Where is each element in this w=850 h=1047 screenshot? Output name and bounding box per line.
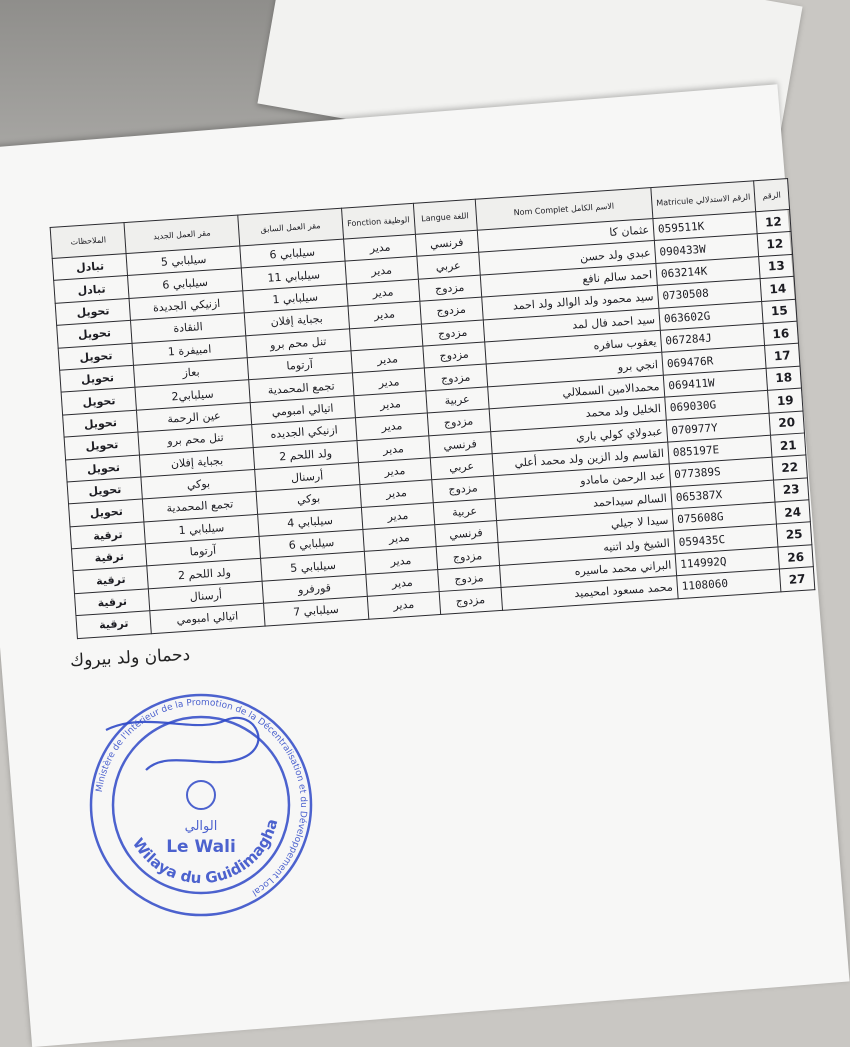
cell-func: مدير [363,525,436,552]
cell-func: مدير [360,480,433,507]
cell-num: 15 [762,299,797,324]
cell-new: سيلبابي 6 [128,268,242,298]
stamp-outer-text: Ministère de l'Intérieur de la Promotion de la Décentralisation et du Développement Local [94,697,309,898]
cell-num: 25 [777,522,812,547]
cell-lang: مزدوج [422,342,485,368]
cell-prev: سيلبابي 6 [239,239,345,268]
cell-num: 12 [757,232,792,257]
cell-new: سيلبابي 1 [144,514,258,544]
cell-prev: بجباية إفلان [244,306,350,335]
cell-lang: فرنسي [428,431,491,457]
cell-name: الشيخ ولد اتنيه [498,531,675,565]
cell-note: تبادل [54,276,130,303]
cell-lang: مزدوج [424,364,487,390]
cell-new: اتيالي امبومي [150,603,264,633]
cell-mat: 059511K [653,212,757,241]
cell-lang: مزدوج [436,543,499,569]
signature-name: دحمان ولد بيروك [69,644,191,672]
cell-lang: مزدوج [418,275,481,301]
cell-note: ترقية [72,544,148,571]
cell-note: ترقية [73,566,149,593]
cell-mat: 069411W [663,368,767,397]
cell-name: عثمان كا [477,219,654,253]
header-langue: اللغة Langue [413,199,477,234]
cell-note: تحويل [64,432,140,459]
cell-mat: 070977Y [666,413,770,442]
cell-func: مدير [357,435,430,462]
cell-mat: 069030G [665,390,769,419]
cell-name: محمد مسعود امحيميد [501,576,678,610]
cell-name: سيدا لا جيلي [496,509,673,543]
cell-func: مدير [345,257,418,284]
cell-mat: 075608G [672,502,776,531]
header-previous-post: مقر العمل السابق [237,208,343,246]
cell-lang: مزدوج [431,476,494,502]
stamp-wilaya-text: Wilaya du Guidimagha [128,816,282,888]
cell-func: مدير [354,391,427,418]
cell-num: 27 [779,567,814,592]
cell-prev: تنل محم برو [245,328,351,357]
cell-mat: 114992Q [675,547,779,576]
cell-note: ترقية [74,589,150,616]
cell-func: مدير [359,458,432,485]
cell-prev: سيلبابي 6 [259,530,365,559]
header-num: الرقم [754,179,790,212]
cell-mat: 090433W [654,234,758,263]
cell-prev: سيلبابي 5 [260,552,366,581]
cell-note: تحويل [67,477,143,504]
cell-func: مدير [344,234,417,261]
cell-num: 16 [763,321,798,346]
cell-note: تحويل [60,365,136,392]
cell-num: 17 [765,344,800,369]
cell-mat: 059435C [674,524,778,553]
cell-mat: 065387X [671,480,775,509]
cell-func: مدير [356,413,429,440]
cell-name: القاسم ولد الزين ولد محمد أعلي [492,442,669,476]
cell-name: سيد محمود ولد الوالد ولد احمد [481,286,658,320]
cell-new: بعاز [134,358,248,388]
cell-new: سيلبابي 5 [126,246,240,276]
header-notes: الملاحظات [50,223,126,259]
cell-name: البراني محمد ماسيره [499,554,676,588]
cell-num: 12 [756,209,791,234]
cell-num: 18 [766,366,801,391]
header-new-post: مقر العمل الجديد [124,215,239,253]
cell-name: عبدولاي كولي باري [490,420,667,454]
cell-name: سيد احمد فال لمد [483,308,660,342]
cell-new: النقادة [131,313,245,343]
cell-name: عبد الرحمن مامادو [493,464,670,498]
cell-prev: قورفرو [262,574,368,603]
cell-new: تنل محم برو [138,425,252,455]
cell-prev: ازنيكي الجديده [251,418,357,447]
cell-lang: مزدوج [437,565,500,591]
cell-func: مدير [361,502,434,529]
cell-prev: ولد اللحم 2 [253,440,359,469]
cell-note: تحويل [66,455,142,482]
cell-name: يعقوب سافره [484,330,661,364]
cell-new: بجباية إفلان [140,447,254,477]
cell-lang: عربية [425,387,488,413]
cell-lang: مزدوج [421,320,484,346]
cell-new: سيلبابي2 [135,380,249,410]
cell-lang: عربي [430,454,493,480]
stamp-wali-fr: Le Wali [166,837,236,857]
cell-new: أرسنال [149,581,263,611]
cell-prev: سيلبابي 4 [257,507,363,536]
cell-mat: 085197E [668,435,772,464]
cell-new: ولد اللحم 2 [147,559,261,589]
cell-note: تحويل [58,343,134,370]
cell-mat: 063214K [656,256,760,285]
cell-mat: 1108060 [677,569,781,598]
official-stamp [86,690,316,920]
cell-name: عبدي ولد حسن [478,241,655,275]
cell-note: تحويل [57,321,133,348]
cell-lang: عربية [433,498,496,524]
cell-new: امبيفرة 1 [132,335,246,365]
cell-num: 19 [768,388,803,413]
stamp-wali-ar: الوالي [184,819,218,834]
cell-mat: 077389S [669,457,773,486]
cell-func: مدير [351,346,424,373]
cell-note: ترقية [70,522,146,549]
stamp-inner-ring [113,717,289,893]
cell-new: تجمع المحمدية [143,492,257,522]
cell-num: 14 [760,276,795,301]
cell-mat: 0730508 [657,279,761,308]
cell-prev: سيلبابي 7 [263,597,369,626]
cell-num: 13 [759,254,794,279]
cell-lang: مزدوج [427,409,490,435]
cell-mat: 067284J [660,323,764,352]
cell-prev: تجمع المحمدية [248,373,354,402]
cell-lang: عربي [416,253,479,279]
cell-note: تبادل [52,254,128,281]
cell-func: مدير [366,569,439,596]
cell-note: ترقية [76,611,152,638]
cell-new: ازنيكي الجديدة [129,291,243,321]
cell-prev: اتيالي امبومي [250,395,356,424]
cell-num: 22 [772,455,807,480]
cell-num: 23 [774,478,809,503]
header-name: الاسم الكامل Nom Complet [475,188,653,231]
cell-new: بوكي [141,469,255,499]
cell-func: مدير [353,368,426,395]
cell-num: 24 [775,500,810,525]
cell-note: تحويل [63,410,139,437]
cell-name: محمدالامين السملالي [487,375,664,409]
cell-lang: فرنسي [415,230,478,256]
cell-func: مدير [367,592,440,619]
header-matricule: الرقم الاستدلالي Matricule [651,181,756,219]
cell-prev: بوكي [256,485,362,514]
signature-scribble [106,718,258,770]
cell-func: مدير [348,301,421,328]
cell-note: تحويل [55,298,131,325]
cell-name: انجي برو [486,353,663,387]
cell-func: مدير [364,547,437,574]
assignments-table [50,178,816,639]
cell-note: تحويل [61,388,137,415]
cell-prev: آرتوما [247,351,353,380]
cell-new: آرتوما [146,536,260,566]
cell-lang: مزدوج [439,588,502,614]
cell-new: عين الرحمة [137,402,251,432]
cell-lang: مزدوج [419,297,482,323]
cell-func: مدير [347,279,420,306]
cell-name: الخليل ولد محمد [489,397,666,431]
cell-prev: سيلبابي 1 [242,284,348,313]
cell-num: 26 [778,545,813,570]
header-fonction: الوظيفة Fonction [342,203,415,239]
cell-name: احمد سالم نافع [480,263,657,297]
cell-mat: 063602G [659,301,763,330]
cell-note: تحويل [69,499,145,526]
cell-mat: 069476R [662,346,766,375]
cell-num: 20 [769,411,804,436]
cell-prev: سيلبابي 11 [241,261,347,290]
cell-prev: أرسنال [254,462,360,491]
stamp-emblem-icon [187,781,215,809]
cell-num: 21 [771,433,806,458]
cell-name: السالم سيداحمد [495,487,672,521]
cell-lang: فرنسي [434,521,497,547]
